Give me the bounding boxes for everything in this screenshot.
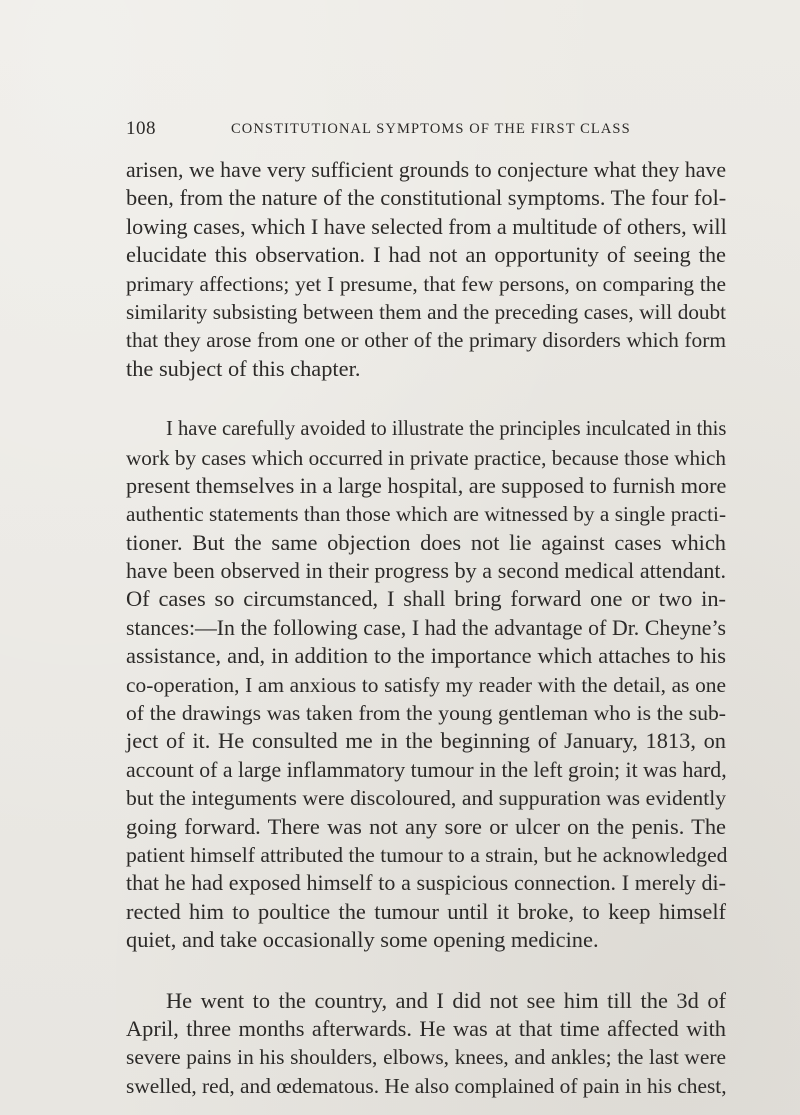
paragraph-gap <box>126 383 726 415</box>
text-line: He went to the country, and I did not see him till the 3d of <box>166 987 726 1013</box>
text-line: but the integuments were discoloured, and suppuration was evidently <box>126 786 726 811</box>
page-number: 108 <box>126 118 156 139</box>
text-line: April, three months afterwards. He was at that time affected with <box>126 1015 726 1041</box>
text-line: quiet, and take occasionally some opening medicine. <box>126 927 599 953</box>
text-line: rected him to poultice the tumour until it broke, to keep himself <box>126 898 726 924</box>
page-header <box>126 118 726 140</box>
text-line: been, from the nature of the constitutional symptoms. The four fol- <box>126 185 727 211</box>
text-line: account of a large inflammatory tumour in the left groin; it was hard, <box>126 757 727 782</box>
body-text <box>126 156 726 1100</box>
text-line: primary affections; yet I presume, that few persons, on comparing the <box>126 271 726 296</box>
paragraph-3 <box>126 987 726 1101</box>
text-line: similarity subsisting between them and the preceding cases, will doubt <box>126 299 726 324</box>
paragraph-2 <box>126 415 726 954</box>
text-line: have been observed in their progress by a second medical attendant. <box>126 558 726 584</box>
text-line: swelled, red, and œdematous. He also complained of pain in his chest, <box>126 1073 727 1098</box>
text-line: co-operation, I am anxious to satisfy my reader with the detail, as one <box>126 672 726 697</box>
text-line: elucidate this observation. I had not an opportunity of seeing the <box>126 242 726 268</box>
text-line: that they arose from one or other of the primary disorders which form <box>126 328 726 353</box>
text-line: severe pains in his shoulders, elbows, knees, and ankles; the last were <box>126 1045 726 1070</box>
text-line: that he had exposed himself to a suspicious connection. I merely di- <box>126 870 726 896</box>
paragraph-1 <box>126 156 726 383</box>
text-line: going forward. There was not any sore or ulcer on the penis. The <box>126 813 726 839</box>
text-line: stances:—In the following case, I had the advantage of Dr. Cheyne’s <box>126 615 726 640</box>
text-line: the subject of this chapter. <box>126 355 361 381</box>
text-line: tioner. But the same objection does not lie against cases which <box>126 529 726 555</box>
text-line: arisen, we have very sufficient grounds to conjecture what they have <box>126 158 726 182</box>
text-line: ject of it. He consulted me in the beginning of January, 1813, on <box>126 728 726 754</box>
paragraph-gap <box>126 955 726 987</box>
text-line: I have carefully avoided to illustrate the principles inculcated in this <box>166 418 727 441</box>
text-line: patient himself attributed the tumour to a strain, but he acknowledged <box>126 842 728 867</box>
text-line: work by cases which occurred in private practice, because those which <box>126 445 726 470</box>
running-head: CONSTITUTIONAL SYMPTOMS OF THE FIRST CLASS <box>231 121 631 137</box>
text-line: of the drawings was taken from the young gentleman who is the sub- <box>126 701 726 726</box>
text-line: lowing cases, which I have selected from a multitude of others, will <box>126 213 727 239</box>
text-line: present themselves in a large hospital, are supposed to furnish more <box>126 472 727 498</box>
text-line: authentic statements than those which are witnessed by a single practi- <box>126 502 726 527</box>
text-line: assistance, and, in addition to the importance which attaches to his <box>126 643 726 669</box>
text-line: Of cases so circumstanced, I shall bring forward one or two in- <box>126 586 726 612</box>
